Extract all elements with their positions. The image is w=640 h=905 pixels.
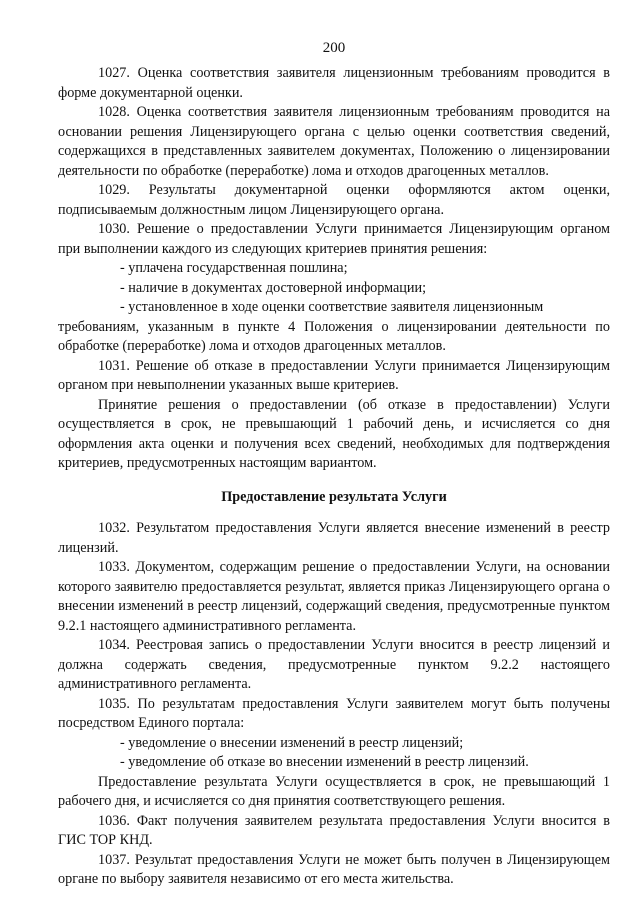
page-number: 200 bbox=[322, 40, 346, 56]
paragraph-1034: 1034. Реестровая запись о предоставлении Услуги вносится в реестр лицензий и должна содержать сведения, предусмотренные пунктом 9.2.2 настоящего административного регламента. bbox=[58, 637, 610, 692]
paragraph-1027: 1027. Оценка соответствия заявителя лицензионным требованиям проводится в форме документарной оценки. bbox=[58, 65, 610, 101]
paragraph-1028: 1028. Оценка соответствия заявителя лицензионным требованиям проводится на основании решения Лицензирующего органа с целью оценки соответствия сведений, содержащихся в представленных заявителем документах, Положению о лицензировании деятельности по обработке (переработке) лома и отходов драгоценных металлов. bbox=[58, 104, 610, 179]
criteria-item-compliance: - установленное в ходе оценки соответствие заявителя лицензионным bbox=[120, 299, 544, 315]
paragraph-1029: 1029. Результаты документарной оценки оформляются актом оценки, подписываемым должностным лицом Лицензирующего органа. bbox=[58, 182, 610, 218]
paragraph-1031: 1031. Решение об отказе в предоставлении Услуги принимается Лицензирующим органом при невыполнении указанных выше критериев. bbox=[58, 357, 610, 393]
portal-item-refusal-notice: - уведомление об отказе во внесении изменений в реестр лицензий. bbox=[120, 754, 529, 770]
paragraph-decision-term: Принятие решения о предоставлении (об отказе в предоставлении) Услуги осуществляется в срок, не превышающий 1 рабочий день, и исчисляется со дня оформления акта оценки и получения всех сведений, необходимых для подтверждения критериев, предусмотренных настоящим вариантом. bbox=[58, 396, 610, 471]
paragraph-1035: 1035. По результатам предоставления Услуги заявителем могут быть получены посредством Единого портала: bbox=[58, 695, 610, 731]
paragraph-1033: 1033. Документом, содержащим решение о предоставлении Услуги, на основании которого заявителю предоставляется результат, является приказ Лицензирующего органа о внесении изменений в реестр лицензий, содержащий сведения, предусмотренные пунктом 9.2.1 настоящего административного регламента. bbox=[58, 559, 610, 634]
paragraph-1036: 1036. Факт получения заявителем результата предоставления Услуги вносится в ГИС ТОР КНД. bbox=[58, 812, 610, 848]
criteria-item-compliance-continuation: требованиям, указанным в пункте 4 Положения о лицензировании деятельности по обработке (переработке) лома и отходов драгоценных металлов. bbox=[58, 318, 610, 354]
portal-item-changes-notice: - уведомление о внесении изменений в реестр лицензий; bbox=[120, 734, 464, 751]
section-heading: Предоставление результата Услуги bbox=[221, 488, 447, 505]
paragraph-result-term: Предоставление результата Услуги осуществляется в срок, не превышающий 1 рабочего дня, и исчисляется со дня принятия соответствующего решения. bbox=[58, 773, 610, 809]
paragraph-1032: 1032. Результатом предоставления Услуги является внесение изменений в реестр лицензий. bbox=[58, 520, 610, 556]
paragraph-1037: 1037. Результат предоставления Услуги не может быть получен в Лицензирующем органе по выбору заявителя независимо от его места жительства. bbox=[58, 851, 610, 887]
paragraph-1030: 1030. Решение о предоставлении Услуги принимается Лицензирующим органом при выполнении каждого из следующих критериев принятия решения: bbox=[58, 221, 610, 257]
criteria-item-fee: - уплачена государственная пошлина; bbox=[120, 260, 348, 276]
document-page bbox=[58, 38, 610, 890]
criteria-item-reliable-info: - наличие в документах достоверной информации; bbox=[120, 279, 427, 296]
